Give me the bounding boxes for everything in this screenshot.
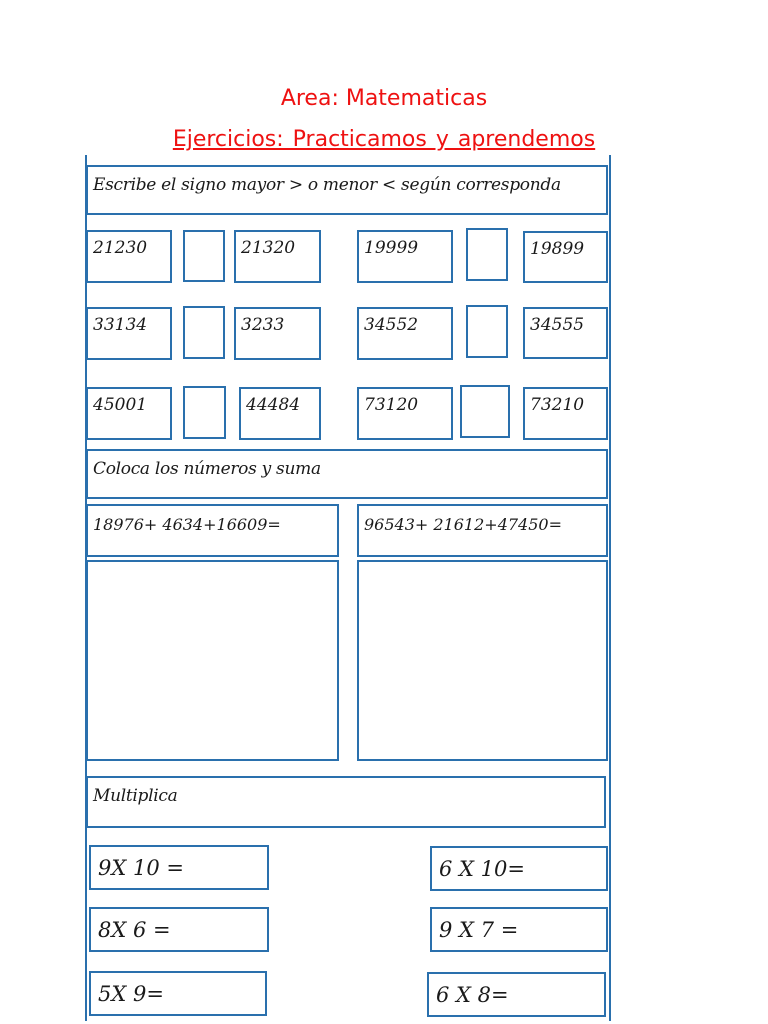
sign-answer-box[interactable]	[460, 385, 510, 438]
multiply-problem-box	[430, 846, 608, 891]
number-box	[357, 230, 453, 283]
sum-problem: 96543+ 21612+47450=	[364, 515, 562, 534]
number-box	[523, 307, 608, 359]
number-box	[86, 307, 172, 360]
number: 3233	[241, 315, 285, 335]
sum-problem-box	[357, 504, 608, 557]
multiply-problem-box	[89, 907, 269, 952]
multiply-problem: 6 X 10=	[439, 857, 525, 881]
multiply-instruction: Multiplica	[93, 786, 178, 806]
sign-answer-box[interactable]	[466, 228, 508, 281]
exercises-title: Ejercicios: Practicamos y aprendemos	[172, 127, 596, 152]
area-title: Area: Matematicas	[280, 86, 488, 111]
number-box	[357, 307, 453, 360]
sum-problem: 18976+ 4634+16609=	[93, 515, 281, 534]
number: 73210	[530, 395, 585, 415]
multiply-problem-box	[427, 972, 606, 1017]
sum-work-area[interactable]	[357, 560, 608, 761]
sign-answer-box[interactable]	[183, 230, 225, 282]
multiply-problem: 8X 6 =	[98, 918, 171, 942]
number: 33134	[93, 315, 148, 335]
multiply-problem-box	[89, 845, 269, 890]
sum-work-area[interactable]	[86, 560, 339, 761]
number-box	[523, 231, 608, 283]
number-box	[86, 387, 172, 440]
number-box	[239, 387, 321, 440]
number: 21230	[93, 238, 148, 258]
sum-instruction-box	[86, 449, 608, 499]
number-box	[86, 230, 172, 283]
sign-answer-box[interactable]	[183, 306, 225, 359]
number: 73120	[364, 395, 419, 415]
number-box	[234, 230, 321, 283]
multiply-problem: 9 X 7 =	[439, 918, 519, 942]
sign-answer-box[interactable]	[466, 305, 508, 358]
number: 44484	[246, 395, 301, 415]
compare-instruction: Escribe el signo mayor > o menor < según corresponda	[93, 175, 561, 195]
number: 34555	[530, 315, 585, 335]
number-box	[234, 307, 321, 360]
number: 34552	[364, 315, 419, 335]
multiply-problem: 9X 10 =	[98, 856, 184, 880]
multiply-problem: 6 X 8=	[436, 983, 509, 1007]
number: 45001	[93, 395, 148, 415]
multiply-problem: 5X 9=	[98, 982, 164, 1006]
sign-answer-box[interactable]	[183, 386, 226, 439]
number: 19899	[530, 239, 585, 259]
number: 21320	[241, 238, 296, 258]
number-box	[357, 387, 453, 440]
number: 19999	[364, 238, 419, 258]
sum-instruction: Coloca los números y suma	[93, 459, 321, 479]
multiply-problem-box	[430, 907, 608, 952]
number-box	[523, 387, 608, 440]
multiply-problem-box	[89, 971, 267, 1016]
compare-instruction-box	[86, 165, 608, 215]
sum-problem-box	[86, 504, 339, 557]
multiply-instruction-box	[86, 776, 606, 828]
